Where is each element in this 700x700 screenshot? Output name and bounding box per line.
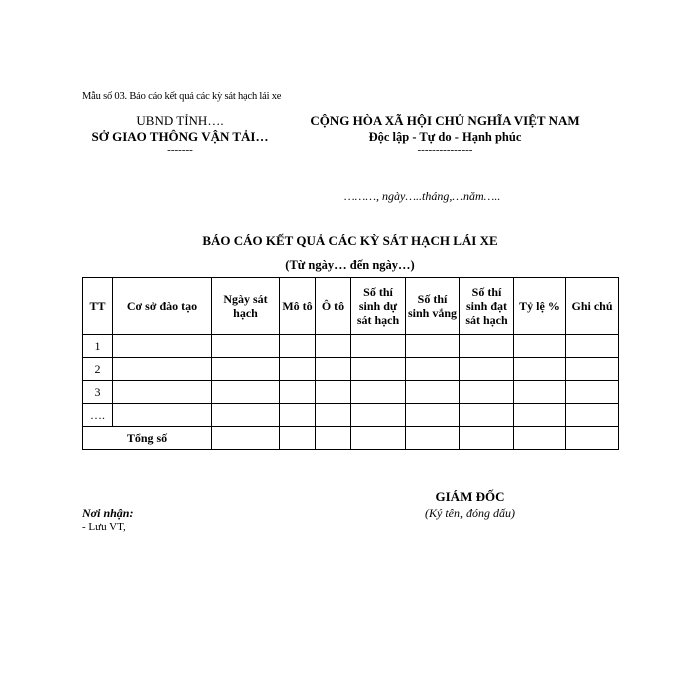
signature-note: (Ký tên, đóng dấu) <box>425 506 515 520</box>
col-header: Số thí sinh đạt sát hạch <box>460 278 514 335</box>
table-cell <box>280 381 316 404</box>
signature-block <box>400 488 540 521</box>
table-cell <box>514 335 566 358</box>
table-cell <box>406 381 460 404</box>
left-divider: ------- <box>167 144 193 156</box>
table-cell <box>280 427 316 450</box>
table-cell <box>316 404 351 427</box>
table-cell <box>212 335 280 358</box>
table-cell <box>460 335 514 358</box>
date-line: ………, ngày…..tháng,…năm….. <box>344 189 501 203</box>
table-cell <box>316 381 351 404</box>
transport-department: SỞ GIAO THÔNG VẬN TẢI… <box>91 129 269 144</box>
table-cell <box>316 358 351 381</box>
table-cell <box>514 427 566 450</box>
row-number: 2 <box>83 358 113 381</box>
document-period: (Từ ngày… đến ngày…) <box>285 258 415 272</box>
signer-title: GIÁM ĐỐC <box>435 489 505 504</box>
col-header: Ô tô <box>316 278 351 335</box>
table-row <box>83 381 619 404</box>
country-name: CỘNG HÒA XÃ HỘI CHỦ NGHĨA VIỆT NAM <box>310 113 580 128</box>
col-header: Ngày sát hạch <box>212 278 280 335</box>
table-cell <box>351 358 406 381</box>
table-cell <box>316 427 351 450</box>
col-header: Số thí sinh dự sát hạch <box>351 278 406 335</box>
table-cell <box>514 381 566 404</box>
motto: Độc lập - Tự do - Hạnh phúc <box>368 130 522 144</box>
col-header: Tỷ lệ % <box>514 278 566 335</box>
table-cell <box>566 404 619 427</box>
table-cell <box>280 404 316 427</box>
table-cell <box>566 335 619 358</box>
total-label: Tổng số <box>83 427 212 450</box>
col-header: Ghi chú <box>566 278 619 335</box>
form-code: Mẫu số 03. Báo cáo kết quả các kỳ sát hạch lái xe <box>82 91 282 102</box>
table-header-row <box>83 278 619 335</box>
table-cell <box>113 404 212 427</box>
table-cell <box>351 381 406 404</box>
report-table <box>82 277 619 450</box>
table-row <box>83 358 619 381</box>
table-cell <box>212 381 280 404</box>
table-cell <box>113 335 212 358</box>
issuing-authority <box>82 113 278 155</box>
table-cell <box>514 404 566 427</box>
table-cell <box>280 335 316 358</box>
recipients-label: Nơi nhận: <box>82 506 134 520</box>
table-cell <box>113 381 212 404</box>
table-cell <box>316 335 351 358</box>
table-cell <box>212 427 280 450</box>
table-cell <box>406 404 460 427</box>
recipient-item: - Lưu VT, <box>82 521 126 533</box>
col-header: Cơ sở đào tạo <box>113 278 212 335</box>
table-cell <box>460 381 514 404</box>
table-row <box>83 335 619 358</box>
table-cell <box>280 358 316 381</box>
table-cell <box>566 427 619 450</box>
table-cell <box>351 404 406 427</box>
national-heading <box>286 113 604 155</box>
table-cell <box>566 358 619 381</box>
col-header: TT <box>83 278 113 335</box>
table-cell <box>406 358 460 381</box>
table-cell <box>460 404 514 427</box>
table-cell <box>460 427 514 450</box>
table-cell <box>351 427 406 450</box>
table-cell <box>406 335 460 358</box>
col-header: Số thí sinh vắng <box>406 278 460 335</box>
total-row <box>83 427 619 450</box>
table-cell <box>351 335 406 358</box>
row-number: …. <box>83 404 113 427</box>
table-row <box>83 404 619 427</box>
table-cell <box>212 404 280 427</box>
table-cell <box>460 358 514 381</box>
table-cell <box>113 358 212 381</box>
table-cell <box>514 358 566 381</box>
table-cell <box>406 427 460 450</box>
table-cell <box>566 381 619 404</box>
row-number: 1 <box>83 335 113 358</box>
province-committee: UBND TỈNH…. <box>136 113 224 128</box>
document-title: BÁO CÁO KẾT QUẢ CÁC KỲ SÁT HẠCH LÁI XE <box>202 233 498 248</box>
table-cell <box>212 358 280 381</box>
right-divider: --------------- <box>417 144 473 156</box>
recipients-block <box>82 506 133 534</box>
col-header: Mô tô <box>280 278 316 335</box>
row-number: 3 <box>83 381 113 404</box>
